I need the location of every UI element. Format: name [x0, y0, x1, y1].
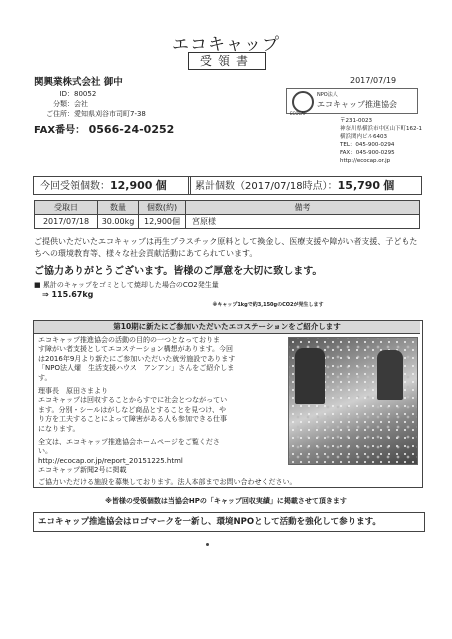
table-header-row: [35, 201, 420, 215]
id-value: 80052: [74, 90, 97, 98]
feature-line: エコキャップは回収することからすでに社会とつながってい: [38, 396, 228, 405]
col-header-date: 受取日: [35, 201, 98, 215]
issuer-address: [340, 117, 422, 165]
recipient-company: 関興業株式会社 御中: [34, 77, 123, 88]
logo-text: ECOCAP: [290, 111, 307, 116]
category-label: 分類：: [53, 100, 74, 108]
feature-line: 全文は、エコキャップ推進協会ホームページをご覧くださ: [38, 438, 220, 447]
id-label: ID：: [59, 90, 74, 98]
issuer-postal: 〒231-0023: [340, 118, 372, 124]
col-header-remarks: 備考: [186, 201, 420, 215]
feature-line: 理事長 原田さまより: [38, 387, 108, 396]
current-count-label: 今回受領個数：: [40, 181, 110, 192]
issuer-fax: FAX：045-900-0295: [340, 150, 395, 156]
facility-photo: [288, 337, 418, 465]
feature-text: [38, 336, 278, 476]
issuer-tel: TEL：045-900-0294: [340, 142, 395, 148]
issue-date: 2017/07/19: [350, 76, 397, 85]
current-count-box: [33, 176, 191, 195]
co2-bullet-text: 累計のキャップをゴミとして焼却した場合のCO2発生量: [42, 281, 219, 289]
thanks-message: ご協力ありがとうございます。皆様のご厚意を大切に致します。: [34, 266, 323, 277]
total-count-value: 15,790: [337, 179, 381, 192]
fax-number: 0566-24-0252: [88, 123, 175, 136]
col-header-count: 個数(約): [139, 201, 186, 215]
current-count-value: 12,900: [110, 179, 153, 192]
co2-value: ⇒ 115.67kg: [42, 290, 94, 299]
total-count-label: 累計個数（2017/07/18時点）：: [195, 181, 338, 192]
feature-line: い。: [38, 447, 52, 456]
total-count-unit: 個: [383, 179, 395, 192]
bottom-banner: エコキャップ推進協会はロゴマークを一新し、環境NPOとして活動を強化して参ります。: [33, 512, 425, 532]
table-row: [35, 215, 420, 229]
col-header-quantity: 数量: [98, 201, 139, 215]
co2-bullet: ■ 累計のキャップをゴミとして焼却した場合のCO2発生量 ⇒ 115.67kg ※キャップ1kgで約3,150gのCO2が発生します: [34, 280, 452, 310]
fax-label: FAX番号：: [34, 125, 86, 136]
issuer-url[interactable]: http://ecocap.or.jp: [340, 158, 391, 164]
feature-line: エコキャップ推進協会の活動の目的の一つとなっておりま: [38, 336, 220, 344]
feature-line: 「NPO法人燿 生活支援ハウス アンアン」さんをご紹介しま: [38, 364, 235, 373]
feature-line: は2016年9月より新たにご参加いただいた就労施設であります: [38, 354, 236, 363]
cell-quantity: 30.00kg: [98, 215, 139, 229]
co2-note: ※キャップ1kgで約3,150gのCO2が発生します: [212, 302, 324, 308]
feature-line: になります。: [38, 424, 80, 433]
feature-link[interactable]: http://ecocap.or.jp/report_20151225.html: [38, 456, 183, 465]
category-value: 会社: [74, 100, 88, 108]
cell-remarks: 宮原様: [186, 215, 420, 229]
address-label: ご住所：: [46, 110, 74, 118]
issuer-address-line1: 神奈川県横浜市中区山下町162-1: [340, 126, 422, 132]
feature-heading: 第10期に新たにご参加いただいたエコステーションをご紹介します: [34, 321, 420, 334]
recipient-info: [34, 89, 146, 119]
feature-line: り方を工夫することによって障害がある人も参加できる仕事: [38, 415, 227, 424]
feature-line: す障がい者支援としてエコステーション構想があります。今回: [38, 345, 234, 354]
ecocap-logo-icon: [292, 91, 314, 113]
feature-line: す。: [38, 373, 52, 382]
publication-note: ※皆様の受領個数は当協会HPの「キャップ回収実績」に掲載させて頂きます: [105, 497, 347, 505]
address-value: 愛知県刈谷市司町7-38: [74, 110, 146, 118]
purpose-paragraph: ご提供いただいたエコキャップは再生プラスチック原料として換金し、医療支援や障がい者支援、子どもたちへの環境教育等、様々な社会貢献活動にあてられています。: [34, 237, 418, 258]
issuer-name: エコキャップ推進協会: [317, 100, 397, 109]
issuer-address-line2: 横浜関内ビル6403: [340, 134, 387, 140]
cell-date: 2017/07/18: [35, 215, 98, 229]
current-count-unit: 個: [155, 179, 167, 192]
page-dot: [206, 543, 209, 546]
document-title: エコキャップ: [172, 35, 280, 55]
fax-line: [34, 121, 174, 136]
receipt-table: [34, 200, 420, 229]
total-count-box: [188, 176, 422, 195]
document-subtitle: 受領書: [188, 52, 266, 70]
feature-line: エコキャップ新聞2号に掲載: [38, 466, 127, 475]
issuer-type: NPO法人: [317, 92, 338, 98]
cell-count: 12,900個: [139, 215, 186, 229]
feature-line: ます。分別・シールはがしなど商品とすることを見つけ、や: [38, 405, 227, 414]
feature-footer: ご協力いただける施設を募集しております。法人本部までお問い合わせください。: [38, 478, 297, 486]
